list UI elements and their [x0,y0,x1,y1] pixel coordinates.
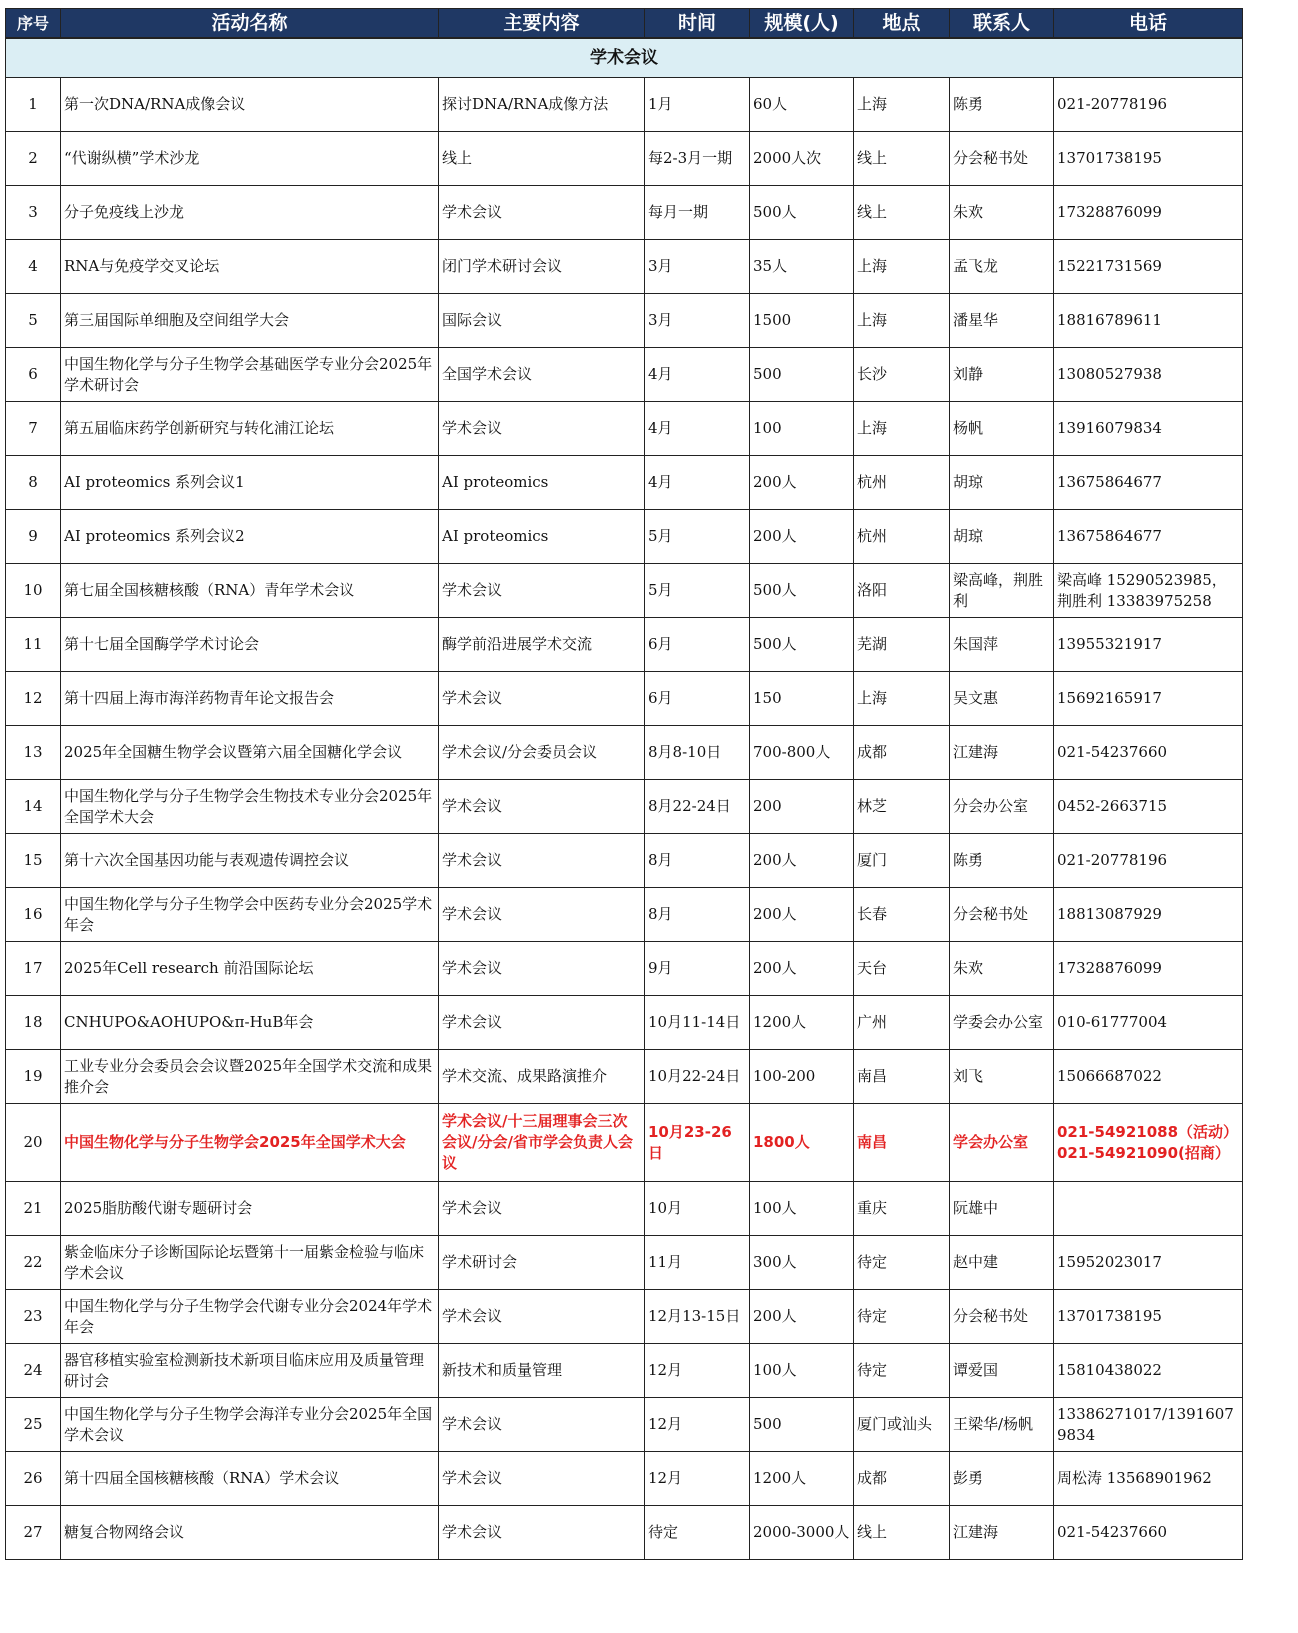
cell-seq: 2 [6,132,61,186]
section-title: 学术会议 [6,38,1243,78]
cell-content: 学术会议 [439,1182,645,1236]
cell-phone: 13080527938 [1054,348,1243,402]
table-row [6,726,1243,780]
cell-phone: 15952023017 [1054,1236,1243,1290]
cell-time: 每2-3月一期 [645,132,750,186]
cell-phone: 13675864677 [1054,456,1243,510]
cell-place: 厦门或汕头 [854,1398,950,1452]
cell-name: 中国生物化学与分子生物学会生物技术专业分会2025年全国学术大会 [61,780,439,834]
header-seq: 序号 [6,9,61,39]
cell-seq: 8 [6,456,61,510]
cell-name: AI proteomics 系列会议2 [61,510,439,564]
cell-content: 学术会议 [439,1506,645,1560]
cell-time: 10月11-14日 [645,996,750,1050]
cell-contact: 学委会办公室 [950,996,1054,1050]
cell-content: 学术会议 [439,564,645,618]
cell-scale: 200人 [750,942,854,996]
cell-content: 学术会议/分会委员会议 [439,726,645,780]
cell-content: 学术会议 [439,186,645,240]
cell-content: 学术会议/十三届理事会三次会议/分会/省市学会负责人会议 [439,1104,645,1182]
cell-phone: 17328876099 [1054,186,1243,240]
cell-name: 2025年全国糖生物学会议暨第六届全国糖化学会议 [61,726,439,780]
cell-name: 第十六次全国基因功能与表观遗传调控会议 [61,834,439,888]
cell-name: 第十四届全国核糖核酸（RNA）学术会议 [61,1452,439,1506]
cell-seq: 10 [6,564,61,618]
cell-content: 全国学术会议 [439,348,645,402]
cell-contact: 朱欢 [950,186,1054,240]
cell-time: 12月13-15日 [645,1290,750,1344]
cell-name: 糖复合物网络会议 [61,1506,439,1560]
cell-content: 国际会议 [439,294,645,348]
cell-seq: 22 [6,1236,61,1290]
cell-seq: 7 [6,402,61,456]
table-row [6,186,1243,240]
cell-time: 4月 [645,456,750,510]
cell-place: 线上 [854,132,950,186]
cell-content: 学术研讨会 [439,1236,645,1290]
cell-content: 学术会议 [439,1452,645,1506]
cell-name: 第十七届全国酶学学术讨论会 [61,618,439,672]
cell-scale: 200人 [750,1290,854,1344]
cell-time: 11月 [645,1236,750,1290]
cell-phone: 021-54237660 [1054,1506,1243,1560]
cell-time: 8月 [645,888,750,942]
cell-name: “代谢纵横”学术沙龙 [61,132,439,186]
cell-scale: 300人 [750,1236,854,1290]
cell-scale: 200人 [750,834,854,888]
cell-phone: 010-61777004 [1054,996,1243,1050]
cell-phone: 13701738195 [1054,1290,1243,1344]
cell-time: 12月 [645,1452,750,1506]
header-name: 活动名称 [61,9,439,39]
cell-phone: 13701738195 [1054,132,1243,186]
cell-scale: 1500 [750,294,854,348]
cell-seq: 9 [6,510,61,564]
cell-contact: 谭爱国 [950,1344,1054,1398]
cell-phone: 15810438022 [1054,1344,1243,1398]
cell-seq: 16 [6,888,61,942]
cell-contact: 学会办公室 [950,1104,1054,1182]
cell-time: 5月 [645,510,750,564]
cell-name: 器官移植实验室检测新技术新项目临床应用及质量管理研讨会 [61,1344,439,1398]
cell-name: 第三届国际单细胞及空间组学大会 [61,294,439,348]
header-time: 时间 [645,9,750,39]
header-content: 主要内容 [439,9,645,39]
table-row [6,132,1243,186]
cell-contact: 江建海 [950,1506,1054,1560]
cell-place: 线上 [854,186,950,240]
cell-contact: 杨帆 [950,402,1054,456]
cell-name: RNA与免疫学交叉论坛 [61,240,439,294]
cell-content: AI proteomics [439,456,645,510]
cell-place: 林芝 [854,780,950,834]
cell-time: 6月 [645,618,750,672]
cell-contact: 吴文惠 [950,672,1054,726]
cell-content: 线上 [439,132,645,186]
cell-phone: 13916079834 [1054,402,1243,456]
cell-seq: 13 [6,726,61,780]
cell-contact: 江建海 [950,726,1054,780]
table-row-highlighted [6,1104,1243,1182]
cell-contact: 潘星华 [950,294,1054,348]
cell-content: 学术会议 [439,996,645,1050]
cell-contact: 彭勇 [950,1452,1054,1506]
cell-scale: 150 [750,672,854,726]
table-row [6,780,1243,834]
cell-phone: 13675864677 [1054,510,1243,564]
cell-time: 12月 [645,1344,750,1398]
cell-contact: 胡琼 [950,456,1054,510]
cell-scale: 100人 [750,1182,854,1236]
cell-scale: 100人 [750,1344,854,1398]
cell-place: 成都 [854,1452,950,1506]
cell-phone: 0452-2663715 [1054,780,1243,834]
cell-scale: 1800人 [750,1104,854,1182]
cell-place: 天台 [854,942,950,996]
cell-phone: 15221731569 [1054,240,1243,294]
cell-seq: 24 [6,1344,61,1398]
table-row [6,1344,1243,1398]
cell-content: 学术会议 [439,942,645,996]
cell-time: 9月 [645,942,750,996]
cell-content: 学术会议 [439,1398,645,1452]
cell-time: 3月 [645,240,750,294]
cell-phone: 17328876099 [1054,942,1243,996]
cell-seq: 21 [6,1182,61,1236]
cell-content: 学术会议 [439,402,645,456]
cell-contact: 刘静 [950,348,1054,402]
cell-phone: 021-20778196 [1054,834,1243,888]
cell-content: 学术会议 [439,1290,645,1344]
cell-contact: 朱欢 [950,942,1054,996]
cell-place: 待定 [854,1290,950,1344]
cell-place: 南昌 [854,1050,950,1104]
table-row [6,294,1243,348]
cell-name: 工业专业分会委员会会议暨2025年全国学术交流和成果推介会 [61,1050,439,1104]
cell-scale: 700-800人 [750,726,854,780]
table-header [6,9,1243,39]
cell-place: 洛阳 [854,564,950,618]
cell-scale: 500人 [750,186,854,240]
cell-name: 中国生物化学与分子生物学会海洋专业分会2025年全国学术会议 [61,1398,439,1452]
table-row [6,1236,1243,1290]
table-row [6,564,1243,618]
cell-name: 第七届全国核糖核酸（RNA）青年学术会议 [61,564,439,618]
table-row [6,456,1243,510]
table-row [6,1398,1243,1452]
cell-scale: 60人 [750,78,854,132]
cell-place: 长沙 [854,348,950,402]
cell-phone: 13386271017/13916079834 [1054,1398,1243,1452]
cell-content: 酶学前沿进展学术交流 [439,618,645,672]
cell-scale: 500人 [750,564,854,618]
cell-scale: 200 [750,780,854,834]
cell-contact: 刘飞 [950,1050,1054,1104]
cell-name: 中国生物化学与分子生物学会代谢专业分会2024年学术年会 [61,1290,439,1344]
cell-place: 杭州 [854,510,950,564]
cell-seq: 3 [6,186,61,240]
cell-place: 重庆 [854,1182,950,1236]
cell-scale: 35人 [750,240,854,294]
cell-place: 上海 [854,240,950,294]
cell-place: 待定 [854,1236,950,1290]
cell-phone: 13955321917 [1054,618,1243,672]
cell-content: 闭门学术研讨会议 [439,240,645,294]
cell-place: 上海 [854,294,950,348]
cell-name: 第一次DNA/RNA成像会议 [61,78,439,132]
table-row [6,78,1243,132]
cell-seq: 5 [6,294,61,348]
cell-seq: 12 [6,672,61,726]
header-scale: 规模(人) [750,9,854,39]
cell-time: 5月 [645,564,750,618]
table-row [6,1290,1243,1344]
cell-place: 芜湖 [854,618,950,672]
cell-seq: 11 [6,618,61,672]
cell-seq: 15 [6,834,61,888]
table-row [6,1452,1243,1506]
cell-place: 上海 [854,78,950,132]
conference-table [5,8,1243,1560]
cell-phone: 15692165917 [1054,672,1243,726]
cell-content: 学术会议 [439,834,645,888]
cell-time: 6月 [645,672,750,726]
cell-phone: 15066687022 [1054,1050,1243,1104]
header-place: 地点 [854,9,950,39]
cell-name: 分子免疫线上沙龙 [61,186,439,240]
table-row [6,1506,1243,1560]
section-row [6,38,1243,78]
cell-time: 每月一期 [645,186,750,240]
cell-contact: 梁高峰，荆胜利 [950,564,1054,618]
cell-scale: 100 [750,402,854,456]
table-row [6,1050,1243,1104]
cell-seq: 6 [6,348,61,402]
cell-seq: 1 [6,78,61,132]
cell-place: 厦门 [854,834,950,888]
table-row [6,348,1243,402]
cell-content: 学术会议 [439,888,645,942]
cell-scale: 100-200 [750,1050,854,1104]
cell-place: 南昌 [854,1104,950,1182]
cell-scale: 200人 [750,456,854,510]
cell-place: 待定 [854,1344,950,1398]
cell-time: 8月 [645,834,750,888]
cell-time: 待定 [645,1506,750,1560]
table-row [6,834,1243,888]
cell-name: 第十四届上海市海洋药物青年论文报告会 [61,672,439,726]
cell-name: 中国生物化学与分子生物学会中医药专业分会2025学术年会 [61,888,439,942]
cell-place: 长春 [854,888,950,942]
table-row [6,996,1243,1050]
cell-content: 探讨DNA/RNA成像方法 [439,78,645,132]
cell-scale: 500 [750,348,854,402]
cell-seq: 25 [6,1398,61,1452]
cell-time: 8月8-10日 [645,726,750,780]
cell-content: AI proteomics [439,510,645,564]
cell-place: 线上 [854,1506,950,1560]
cell-place: 上海 [854,672,950,726]
cell-time: 4月 [645,348,750,402]
cell-name: CNHUPO&AOHUPO&π-HuB年会 [61,996,439,1050]
cell-content: 新技术和质量管理 [439,1344,645,1398]
cell-name: 2025年Cell research 前沿国际论坛 [61,942,439,996]
cell-seq: 4 [6,240,61,294]
cell-phone: 021-54921088（活动）021-54921090(招商） [1054,1104,1243,1182]
table-row [6,1182,1243,1236]
cell-phone: 周松涛 13568901962 [1054,1452,1243,1506]
cell-content: 学术会议 [439,672,645,726]
cell-place: 广州 [854,996,950,1050]
cell-seq: 17 [6,942,61,996]
cell-time: 3月 [645,294,750,348]
cell-place: 成都 [854,726,950,780]
cell-contact: 朱国萍 [950,618,1054,672]
table-body [6,38,1243,1560]
cell-contact: 胡琼 [950,510,1054,564]
cell-seq: 19 [6,1050,61,1104]
cell-scale: 200人 [750,888,854,942]
cell-seq: 26 [6,1452,61,1506]
cell-time: 4月 [645,402,750,456]
cell-time: 1月 [645,78,750,132]
cell-seq: 23 [6,1290,61,1344]
cell-phone: 021-54237660 [1054,726,1243,780]
cell-time: 10月 [645,1182,750,1236]
table-row [6,240,1243,294]
cell-name: 中国生物化学与分子生物学会2025年全国学术大会 [61,1104,439,1182]
cell-contact: 分会办公室 [950,780,1054,834]
cell-contact: 分会秘书处 [950,888,1054,942]
header-contact: 联系人 [950,9,1054,39]
cell-scale: 1200人 [750,996,854,1050]
header-row [6,9,1243,39]
cell-scale: 2000人次 [750,132,854,186]
cell-contact: 赵中建 [950,1236,1054,1290]
header-phone: 电话 [1054,9,1243,39]
cell-scale: 500人 [750,618,854,672]
cell-time: 8月22-24日 [645,780,750,834]
cell-contact: 分会秘书处 [950,132,1054,186]
cell-time: 10月22-24日 [645,1050,750,1104]
cell-phone [1054,1182,1243,1236]
cell-contact: 阮雄中 [950,1182,1054,1236]
cell-name: 第五届临床药学创新研究与转化浦江论坛 [61,402,439,456]
cell-seq: 18 [6,996,61,1050]
cell-contact: 陈勇 [950,78,1054,132]
table-row [6,510,1243,564]
conference-schedule [5,8,1242,1560]
cell-seq: 20 [6,1104,61,1182]
cell-name: 中国生物化学与分子生物学会基础医学专业分会2025年学术研讨会 [61,348,439,402]
cell-contact: 王梁华/杨帆 [950,1398,1054,1452]
cell-seq: 14 [6,780,61,834]
cell-seq: 27 [6,1506,61,1560]
table-row [6,402,1243,456]
cell-phone: 18813087929 [1054,888,1243,942]
table-row [6,942,1243,996]
cell-name: 2025脂肪酸代谢专题研讨会 [61,1182,439,1236]
cell-contact: 孟飞龙 [950,240,1054,294]
cell-phone: 18816789611 [1054,294,1243,348]
cell-scale: 2000-3000人 [750,1506,854,1560]
table-row [6,618,1243,672]
cell-name: AI proteomics 系列会议1 [61,456,439,510]
cell-scale: 1200人 [750,1452,854,1506]
table-row [6,672,1243,726]
cell-contact: 分会秘书处 [950,1290,1054,1344]
cell-scale: 500 [750,1398,854,1452]
cell-content: 学术交流、成果路演推介 [439,1050,645,1104]
table-row [6,888,1243,942]
cell-time: 12月 [645,1398,750,1452]
cell-place: 上海 [854,402,950,456]
cell-scale: 200人 [750,510,854,564]
cell-phone: 021-20778196 [1054,78,1243,132]
cell-place: 杭州 [854,456,950,510]
cell-time: 10月23-26日 [645,1104,750,1182]
cell-phone: 梁高峰 15290523985，荆胜利 13383975258 [1054,564,1243,618]
cell-name: 紫金临床分子诊断国际论坛暨第十一届紫金检验与临床学术会议 [61,1236,439,1290]
cell-content: 学术会议 [439,780,645,834]
cell-contact: 陈勇 [950,834,1054,888]
